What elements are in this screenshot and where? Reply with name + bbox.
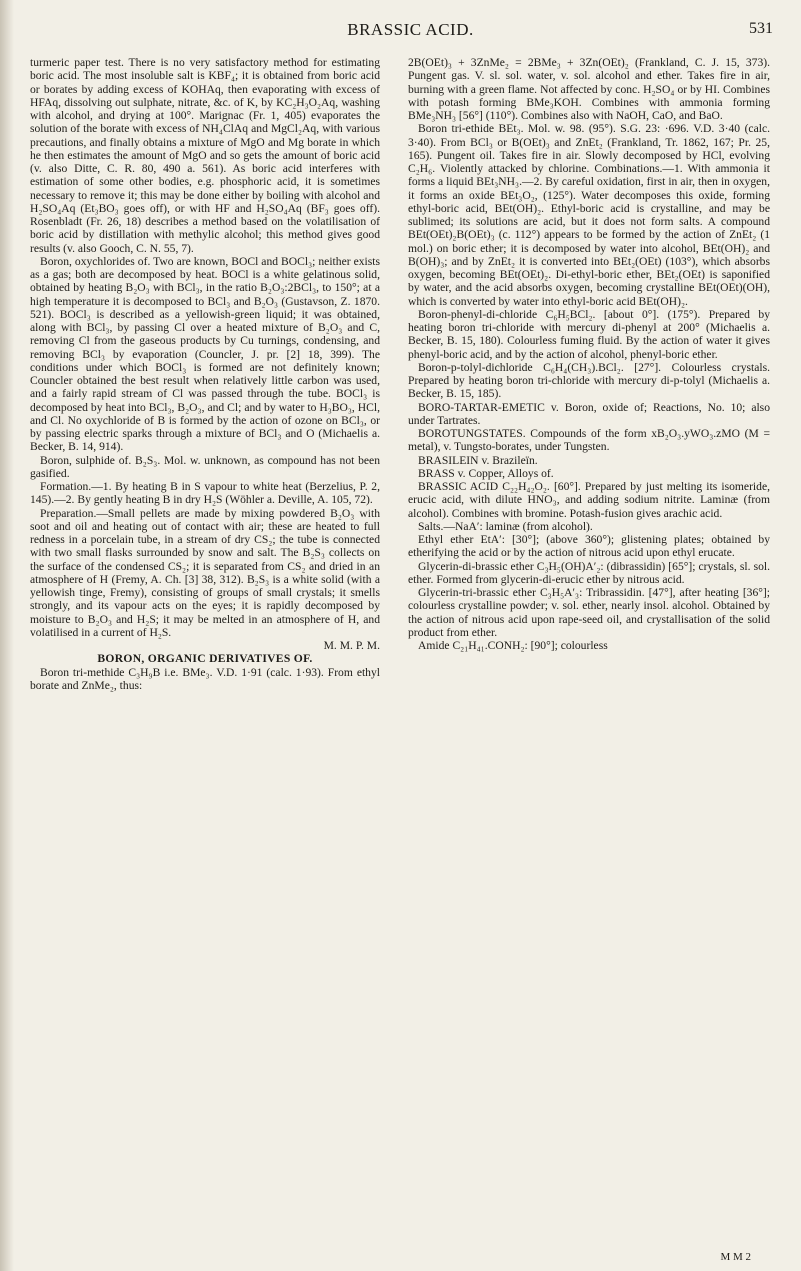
- paragraph: Glycerin-di-brassic ether C₃H₅(OH)A′₂: (dibrassidin) [65°]; crystals, sl. sol. ether. Formed from glycerin-di-erucic ether by nitrous acid.: [408, 559, 770, 586]
- page-header: [40, 18, 781, 40]
- signature-mark: M M 2: [720, 1251, 751, 1263]
- running-head: BRASSIC ACID.: [347, 20, 474, 39]
- page-binding-shadow: [0, 0, 14, 1271]
- paragraph: Glycerin-tri-brassic ether C₃H₅A′₃: Tribrassidin. [47°], after heating [36°]; colourless crystalline powder; v. sol. ether, nearly insol. alcohol. Obtained by the action of nitrous acid upon rape-seed oil, and crystallisation of the solid product from ether.: [408, 586, 770, 639]
- page-number: 531: [749, 20, 773, 37]
- paragraph: Preparation.—Small pellets are made by mixing powdered B₂O₃ with soot and oil and heating out of contact with air; these are heated to full redness in a porcelain tube, in a stream of dry CS₂; the tube is connected with two small flasks surrounded by snow and salt. The B₂S₃ collects on the surface of the condensed CS₂; it is separated from CS₂ and dried in an atmosphere of H (Fremy, A. Ch. [3] 38, 312). B₂S₃ is a white solid (with a yellowish tinge, Fremy), consisting of groups of small crystals; it smells strongly, and its vapour acts on the eyes; it is rapidly decomposed by moisture to B₂O₃ and H₂S; it may be melted in an atmosphere of H, and volatilised in a current of H₂S.: [30, 506, 380, 639]
- paragraph: turmeric paper test. There is no very satisfactory method for estimating boric acid. The most insoluble salt is KBF₄; it is obtained from boric acid or borates by adding excess of KOHAq, then evaporating with excess of HFAq, dissolving out sulphate, nitrate, &c. of K, by KC₂H₃O₂Aq, washing with alcohol, and drying at 100°. Marignac (Fr. 1, 405) evaporates the solution of the borate with excess of NH₄ClAq and MgCl₂Aq, with various precautions, and finally obtains a mixture of MgO and Mg borate in which he then estimates the amount of MgO and so gets the amount of boric acid (v. also Ditte, C. R. 80, 490 a. 561). As boric acid interferes with estimation of some other bodies, e.g. phosphoric acid, it is sometimes necessary to remove it; this may be done either by boiling with alcohol and H₂SO₄Aq (Et₃BO₃ goes off), or with HF and H₂SO₄Aq (BF₃ goes off). Rosenbladt (Fr. 26, 18) describes a method based on the volatilisation of boric acid by distillation with methylic alcohol; this method gives good results (v. also Gooch, C. N. 55, 7).: [30, 56, 380, 255]
- paragraph: Boron-phenyl-di-chloride C₆H₅BCl₂. [about 0°]. (175°). Prepared by heating boron tri-chloride with mercury di-phenyl at 200° (Michaelis a. Becker, B. 15, 180). Colourless fuming fluid. By the action of water it gives phenyl-boric acid, and by the action of alcohol, phenyl-boric ether.: [408, 307, 770, 361]
- author-signature: M. M. P. M.: [323, 639, 380, 652]
- right-column: [408, 56, 770, 652]
- paragraph: Amide C₂₁H₄₁.CONH₂: [90°]; colourless: [418, 639, 608, 652]
- paragraph: Boron-p-tolyl-dichloride C₆H₄(CH₃).BCl₂. [27°]. Colourless crystals. Prepared by heating boron tri-chloride with mercury di-p-tolyl (Michaelis a. Becker, B. 15, 185).: [408, 360, 770, 401]
- left-column: [30, 56, 380, 692]
- section-heading: BORON, ORGANIC DERIVATIVES OF.: [97, 652, 313, 666]
- paragraph: Boron, sulphide of. B₂S₃. Mol. w. unknown, as compound has not been gasified.: [30, 453, 380, 480]
- paragraph: BRASS v. Copper, Alloys of.: [418, 466, 554, 480]
- paragraph: Formation.—1. By heating B in S vapour to white heat (Berzelius, P. 2, 145).—2. By gently heating B in dry H₂S (Wöhler a. Deville, A. 105, 72).: [30, 480, 380, 507]
- paragraph: Boron tri-methide C₃H₉B i.e. BMe₃. V.D. 1·91 (calc. 1·93). From ethyl borate and ZnMe₂, thus:: [30, 665, 380, 692]
- paragraph: BORO-TARTAR-EMETIC v. Boron, oxide of; Reactions, No. 10; also under Tartrates.: [408, 400, 770, 427]
- paragraph: 2B(OEt)₃ + 3ZnMe₂ = 2BMe₃ + 3Zn(OEt)₂ (Frankland, C. J. 15, 373). Pungent gas. V. sl. sol. water, v. sol. alcohol and ether. Takes fire in air, burning with a green flame. Not affected by conc. H₂SO₄ or by HI. Combines with potash forming BMe₃KOH. Combines with ammonia forming BMe₃NH₃ [56°] (110°). Combines also with NaOH, CaO, and BaO.: [408, 56, 770, 122]
- paragraph: BRASILEIN v. Brazileïn.: [418, 453, 538, 467]
- paragraph: Ethyl ether EtA′: [30°]; (above 360°); glistening plates; obtained by etherifying the acid or by the action of nitrous acid upon ethyl erucate.: [408, 533, 770, 560]
- paragraph: BRASSIC ACID C₂₂H₄₂O₂. [60°]. Prepared by just melting its isomeride, erucic acid, with dilute HNO₃, and adding sodium nitrite. Laminæ (from alcohol). Combines with bromine. Potash-fusion gives arachic acid.: [408, 480, 770, 520]
- paragraph: Boron tri-ethide BEt₃. Mol. w. 98. (95°). S.G. 23: ·696. V.D. 3·40 (calc. 3·40). From BCl₃ or B(OEt)₃ and ZnEt₂ (Frankland, Tr. 1862, 167; Pr. 25, 165). Pungent oil. Takes fire in air. Slowly decomposed by HCl, evolving C₂H₆. Violently attacked by chlorine. Combinations.—1. With ammonia it forms a liquid BEt₃NH₃.—2. By careful oxidation, first in air, then in oxygen, it forms an oxide BEt₃O₂, (125°). Water decomposes this oxide, forming ethyl-boric acid, BEt(OH)₂. Ethyl-boric acid is crystalline, and may be sublimed; its solutions are acid, but it does not form salts. A compound BEt(OEt)₂B(OEt)₃ (c. 112°) appears to be formed by the action of ZnEt₂ (1 mol.) on boric ether; it is decomposed by water into alcohol, BEt(OH)₂ and B(OH)₃; and by ZnEt₂ it is converted into BEt₂(OEt) (103°), which absorbs oxygen, becoming BEt(OEt)₂. Di-ethyl-boric ether, BEt₂(OEt) is saponified by water, and the acid absorbs oxygen, becoming crystalline BEt(OEt)(OH), which is converted by water into ethyl-boric acid BEt(OH)₂.: [408, 122, 770, 308]
- paragraph: Salts.—NaA′: laminæ (from alcohol).: [418, 519, 593, 533]
- paragraph: BOROTUNGSTATES. Compounds of the form xB₂O₃.yWO₃.zMO (M = metal), v. Tungsto-borates, under Tungsten.: [408, 427, 770, 454]
- paragraph: Boron, oxychlorides of. Two are known, BOCl and BOCl₃; neither exists as a gas; both are decomposed by heat. BOCl is a white gelatinous solid, obtained by heating B₂O₃ with BCl₃, in the ratio B₂O₃:2BCl₃, to 150°; at a high temperature it is decomposed to BCl₃ and B₂O₃ (Gustavson, Z. 1870. 521). BOCl₃ is described as a yellowish-green liquid; it was obtained, along with BCl₃, by passing Cl over a heated mixture of B₂O₃ and C, removing Cl from the gaseous products by Cu turnings, condensing, and removing BCl₃ by evaporation (Councler, J. pr. [2] 18, 399). The conditions under which BOCl₃ is formed are not definitely known; Councler obtained the best result when relatively little carbon was used, and a fairly rapid stream of Cl was passed through the tube. BOCl₃ is decomposed by heat into BCl₃, B₂O₃, and Cl; and by water to H₃BO₃, HCl, and Cl. No oxychloride of B is formed by the action of ozone on BCl₃, or by passing electric sparks through a mixture of BCl₃ and O (Michaelis a. Becker, B. 14, 914).: [30, 254, 380, 454]
